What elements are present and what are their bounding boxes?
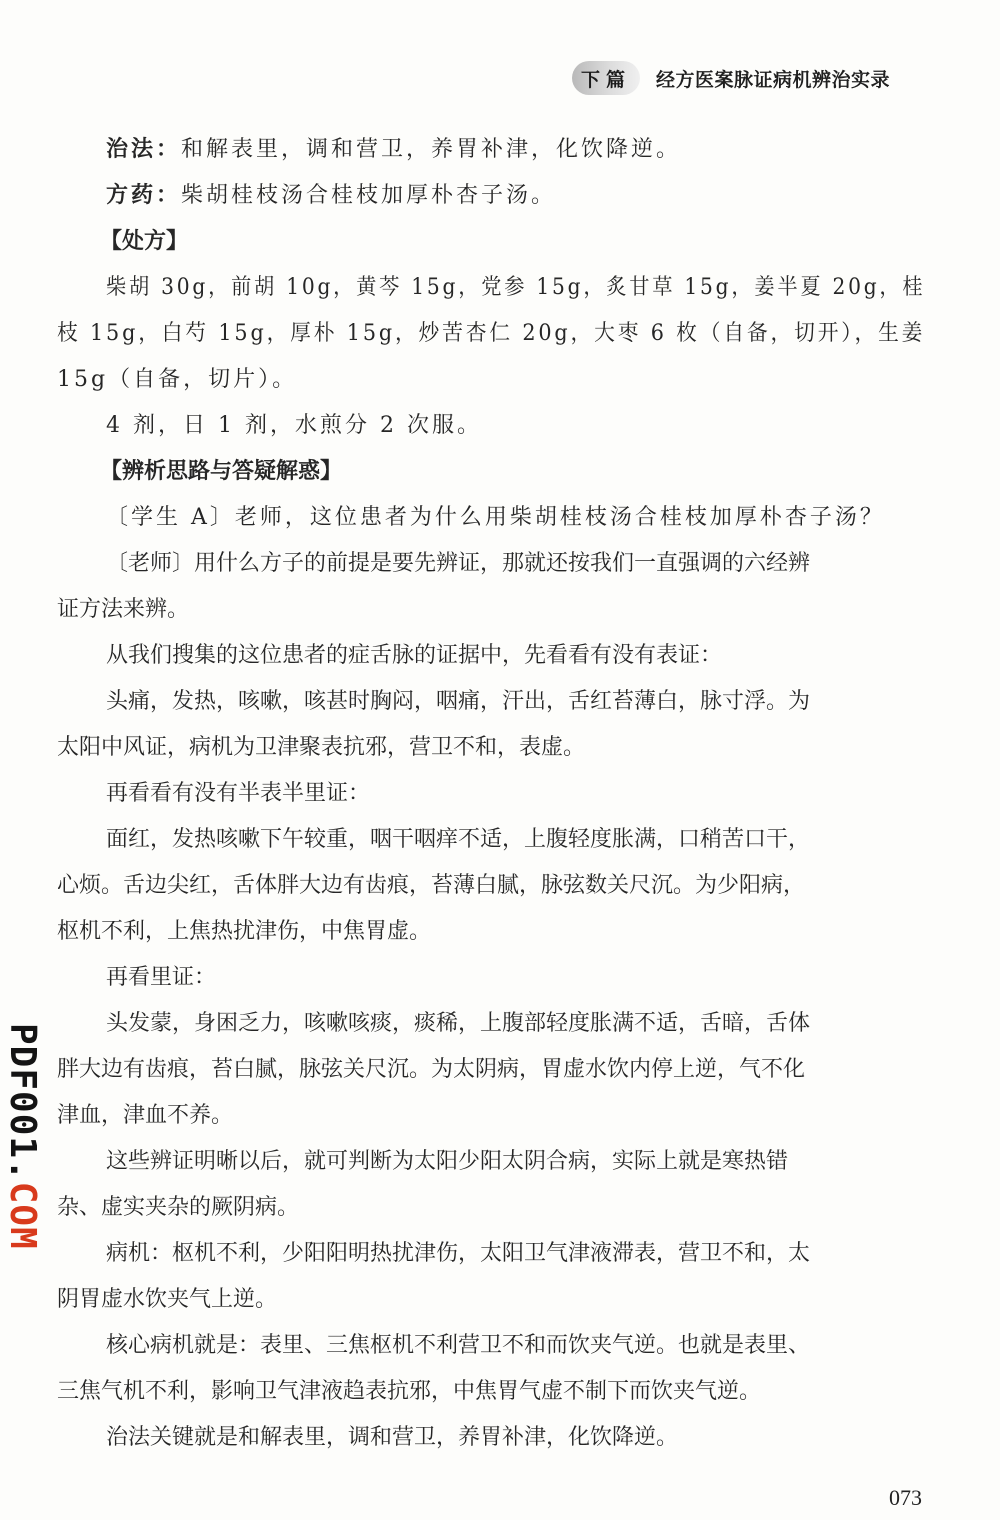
treatment-label: 治法： (106, 137, 182, 162)
conclusion-line-2: 杂、虚实夹杂的厥阴病。 (57, 1195, 300, 1220)
treatment-text: 和解表里，调和营卫，养胃补津，化饮降逆。 (181, 137, 682, 162)
taiyin-line-2: 胖大边有齿痕，苔白腻，脉弦关尺沉。为太阴病，胃虚水饮内停上逆，气不化 (57, 1057, 806, 1082)
formula-line (106, 181, 556, 211)
analysis-heading: 【辨析思路与答疑解惑】 (100, 459, 343, 484)
exterior-syndrome-line-2: 太阳中风证，病机为卫津聚表抗邪，营卫不和，表虚。 (57, 735, 586, 760)
evidence-intro: 从我们搜集的这位患者的症舌脉的证据中，先看看有没有表证： (106, 643, 723, 668)
formula-text: 柴胡桂枝汤合桂枝加厚朴杏子汤。 (181, 183, 557, 208)
interior-intro: 再看里证： (106, 965, 217, 990)
watermark-text-dark: PDF001. (2, 1023, 43, 1182)
formula-label: 方药： (106, 183, 182, 208)
running-header (572, 60, 890, 96)
shaoyang-line-3: 枢机不利，上焦热扰津伤，中焦胃虚。 (57, 919, 432, 944)
treatment-method (106, 135, 681, 165)
pathogenesis-line-2: 阴胃虚水饮夹气上逆。 (57, 1287, 278, 1312)
prescription-line-2: 枝 15g，白芍 15g，厚朴 15g，炒苦杏仁 20g，大枣 6 枚（自备，切开），生姜 (57, 321, 926, 346)
teacher-answer-line-1: 〔老师〕用什么方子的前提是要先辨证，那就还按我们一直强调的六经辨 (106, 551, 811, 576)
dosage-line: 4 剂，日 1 剂，水煎分 2 次服。 (106, 413, 482, 438)
prescription-heading: 【处方】 (100, 229, 189, 254)
watermark-text-red: COM (2, 1181, 43, 1250)
pathogenesis-line-1: 病机：枢机不利，少阳阳明热扰津伤，太阳卫气津液滞表，营卫不和，太 (106, 1241, 811, 1266)
prescription-line-1: 柴胡 30g，前胡 10g，黄芩 15g，党参 15g，炙甘草 15g，姜半夏 20g，桂 (106, 275, 926, 300)
core-pathogenesis-line-1: 核心病机就是：表里、三焦枢机不利营卫不和而饮夹气逆。也就是表里、 (106, 1333, 811, 1358)
core-pathogenesis-line-2: 三焦气机不利，影响卫气津液趋表抗邪，中焦胃气虚不制下而饮夹气逆。 (57, 1379, 762, 1404)
watermark (0, 1023, 44, 1323)
conclusion-line-1: 这些辨证明晰以后，就可判断为太阳少阳太阴合病，实际上就是寒热错 (106, 1149, 789, 1174)
key-treatment-line: 治法关键就是和解表里，调和营卫，养胃补津，化饮降逆。 (106, 1425, 679, 1450)
shaoyang-line-2: 心烦。舌边尖红，舌体胖大边有齿痕，苔薄白腻，脉弦数关尺沉。为少阳病， (57, 873, 806, 898)
exterior-syndrome-line-1: 头痛，发热，咳嗽，咳甚时胸闷，咽痛，汗出，舌红苔薄白，脉寸浮。为 (106, 689, 811, 714)
student-question: 〔学生 A〕老师，这位患者为什么用柴胡桂枝汤合桂枝加厚朴杏子汤？ (106, 505, 885, 530)
teacher-answer-line-2: 证方法来辨。 (57, 597, 190, 622)
shaoyang-line-1: 面红，发热咳嗽下午较重，咽干咽痒不适，上腹轻度胀满，口稍苦口干， (106, 827, 811, 852)
half-exterior-intro: 再看看有没有半表半里证： (106, 781, 371, 806)
header-title: 经方医案脉证病机辨治实录 (656, 68, 891, 91)
page-number: 073 (889, 1485, 922, 1510)
part-badge: 下篇 (572, 61, 640, 95)
prescription-line-3: 15g（自备，切片）。 (57, 367, 298, 392)
taiyin-line-3: 津血，津血不养。 (57, 1103, 234, 1128)
taiyin-line-1: 头发蒙，身困乏力，咳嗽咳痰，痰稀，上腹部轻度胀满不适，舌暗，舌体 (106, 1011, 811, 1036)
